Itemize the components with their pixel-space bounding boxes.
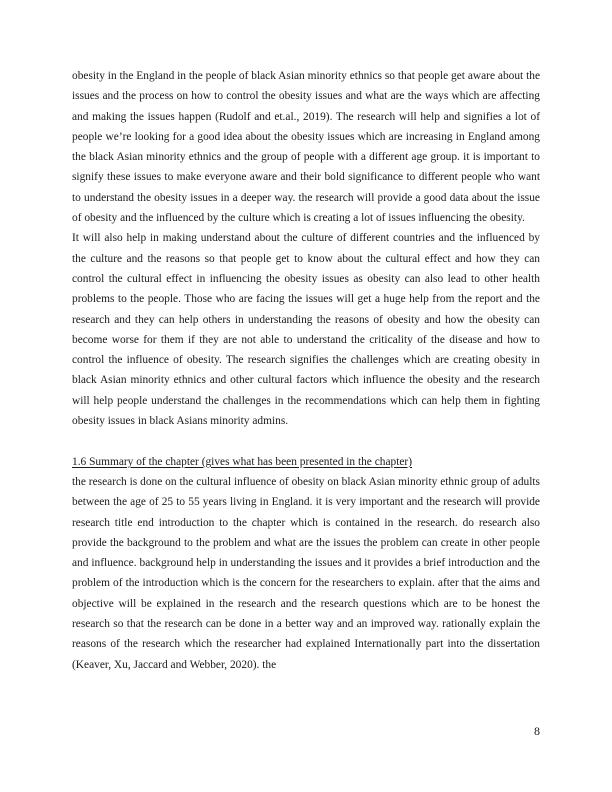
body-paragraph-1: obesity in the England in the people of black Asian minority ethnics so that people get aware about the issues and the process on how to control the obesity issues and what are the ways which are affecting and making the issues happen (Rudolf and et.al., 2019). The research will help and signifies a lot of people we’re looking for a good idea about the obesity issues which are increasing in England among the black Asian minority ethnics and the group of people with a different age group. it is important to signify these issues to make everyone aware and their bold significance to different people who want to understand the obesity issues in a deeper way. the research will provide a good data about the issue of obesity and the influenced by the culture which is creating a lot of issues influencing the obesity.: [72, 70, 540, 225]
page-number: 8: [534, 724, 540, 738]
body-paragraph-2: It will also help in making understand about the culture of different countries and the influenced by the culture and the reasons so that people get to know about the cultural effect and how they can control the cultural effect in influencing the obesity issues as obesity can also lead to other health problems to the people. Those who are facing the issues will get a huge help from the report and the research and they can help others in understanding the reasons of obesity and how the obesity can become worse for them if they are not able to understand the criticality of the disease and how to control the influence of obesity. The research signifies the challenges which are creating obesity in black Asian minority ethnics and other cultural factors which influence the obesity and the research will help people understand the challenges in the recommendations which can help them in fighting obesity issues in black Asians minority admins.: [72, 232, 540, 428]
section-paragraph: the research is done on the cultural influence of obesity on black Asian minority ethnic group of adults between the age of 25 to 55 years living in England. it is very important and the research will provide research title end introduction to the chapter which is contained in the research. do research also provide the background to the problem and what are the issues the problem can create in other people and influence. background help in understanding the issues and it provides a brief introduction and the problem of the introduction which is the concern for the researchers to explain. after that the aims and objective will be explained in the research and the research questions which are to be honest the research so that the research can be done in a better way and an improved way. rationally explain the reasons of the research which the researcher had explained Internationally part into the dissertation (Keaver, Xu, Jaccard and Webber, 2020). the: [72, 475, 540, 671]
page-body: [72, 66, 540, 675]
section-heading: 1.6 Summary of the chapter (gives what has been presented in the chapter): [72, 455, 413, 468]
paragraph-spacer: [72, 431, 540, 451]
